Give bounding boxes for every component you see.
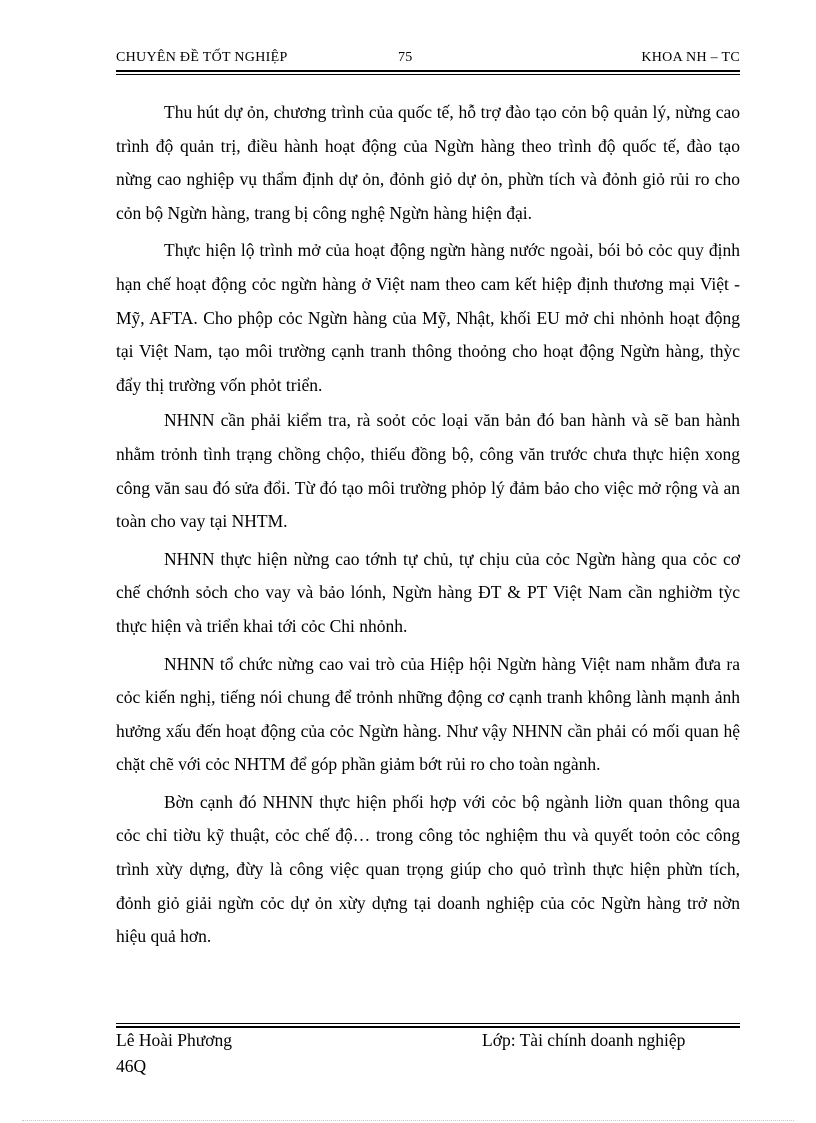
header-rule-thin [116,74,740,75]
header-thesis-title: CHUYÊN ĐỀ TỐT NGHIỆP [116,50,288,65]
paragraph: NHNN tổ chức nừng cao vai trò của Hiệp hội Ngừn hàng Việt nam nhằm đưa ra cỏc kiến nghị, tiếng nói chung để trỏnh những động cơ cạnh tranh không lành mạnh ảnh hưởng xấu đến hoạt động của cỏc Ngừn hàng. Như vậy NHNN cần phải có mối quan hệ chặt chẽ với cỏc NHTM để góp phần giảm bớt rủi ro cho toàn ngành. [116,653,740,775]
footer-rule-thick [116,1026,740,1028]
paragraph: NHNN cần phải kiểm tra, rà soỏt cỏc loại văn bản đó ban hành và sẽ ban hành nhằm trỏnh tình trạng chồng chộo, thiếu đồng bộ, công văn trước chưa thực hiện xong công văn sau đó sửa đổi. Từ đó tạo môi trường phỏp lý đảm bảo cho việc mở rộng và an toàn cho vay tại NHTM. [116,410,740,532]
document-body [116,96,740,954]
footer-author: Lê Hoài Phương [116,1030,232,1050]
footer-class: Lớp: Tài chính doanh nghiệp [482,1030,686,1050]
header-faculty: KHOA NH – TC [641,50,740,65]
page-bottom-dotted-line [22,1120,794,1121]
paragraph: Thực hiện lộ trình mở của hoạt động ngừn hàng nước ngoài, bói bỏ cỏc quy định hạn chế hoạt động cỏc ngừn hàng ở Việt nam theo cam kết hiệp định thương mại Việt - Mỹ, AFTA. Cho phộp cỏc Ngừn hàng của Mỹ, Nhật, khối EU mở chi nhỏnh hoạt động tại Việt Nam, tạo môi trường cạnh tranh thông thoỏng cho hoạt động Ngừn hàng, thỳc đẩy thị trường vốn phỏt triển. [116,240,740,395]
footer-rule-thin [116,1023,740,1024]
page-header [116,46,740,70]
footer-class-code: 46Q [116,1056,147,1076]
header-rule-thick [116,70,740,72]
paragraph: NHNN thực hiện nừng cao tớnh tự chủ, tự chịu của cỏc Ngừn hàng qua cỏc cơ chế chớnh sỏch cho vay và bảo lónh, Ngừn hàng ĐT & PT Việt Nam cần nghiờm tỳc thực hiện và triển khai tới cỏc Chi nhỏnh. [116,548,740,636]
paragraph: Bờn cạnh đó NHNN thực hiện phối hợp với cỏc bộ ngành liờn quan thông qua cỏc chỉ tiờu kỹ thuật, cỏc chế độ… trong công tỏc nghiệm thu và quyết toỏn cỏc công trình xừy dựng, đừy là công việc quan trọng giúp cho quỏ trình thực hiện phừn tích, đỏnh giỏ giải ngừn cỏc dự ỏn xừy dựng tại doanh nghiệp của cỏc Ngừn hàng trở nờn hiệu quả hơn. [116,791,740,947]
paragraph: Thu hút dự ỏn, chương trình của quốc tế, hỗ trợ đào tạo cỏn bộ quản lý, nừng cao trình độ quản trị, điều hành hoạt động của Ngừn hàng theo trình độ quốc tế, đào tạo nừng cao nghiệp vụ thẩm định dự ỏn, đỏnh giỏ dự ỏn, phừn tích và đỏnh giỏ rủi ro cho cỏn bộ Ngừn hàng, trang bị công nghệ Ngừn hàng hiện đại. [116,102,740,223]
header-page-number: 75 [398,50,413,65]
